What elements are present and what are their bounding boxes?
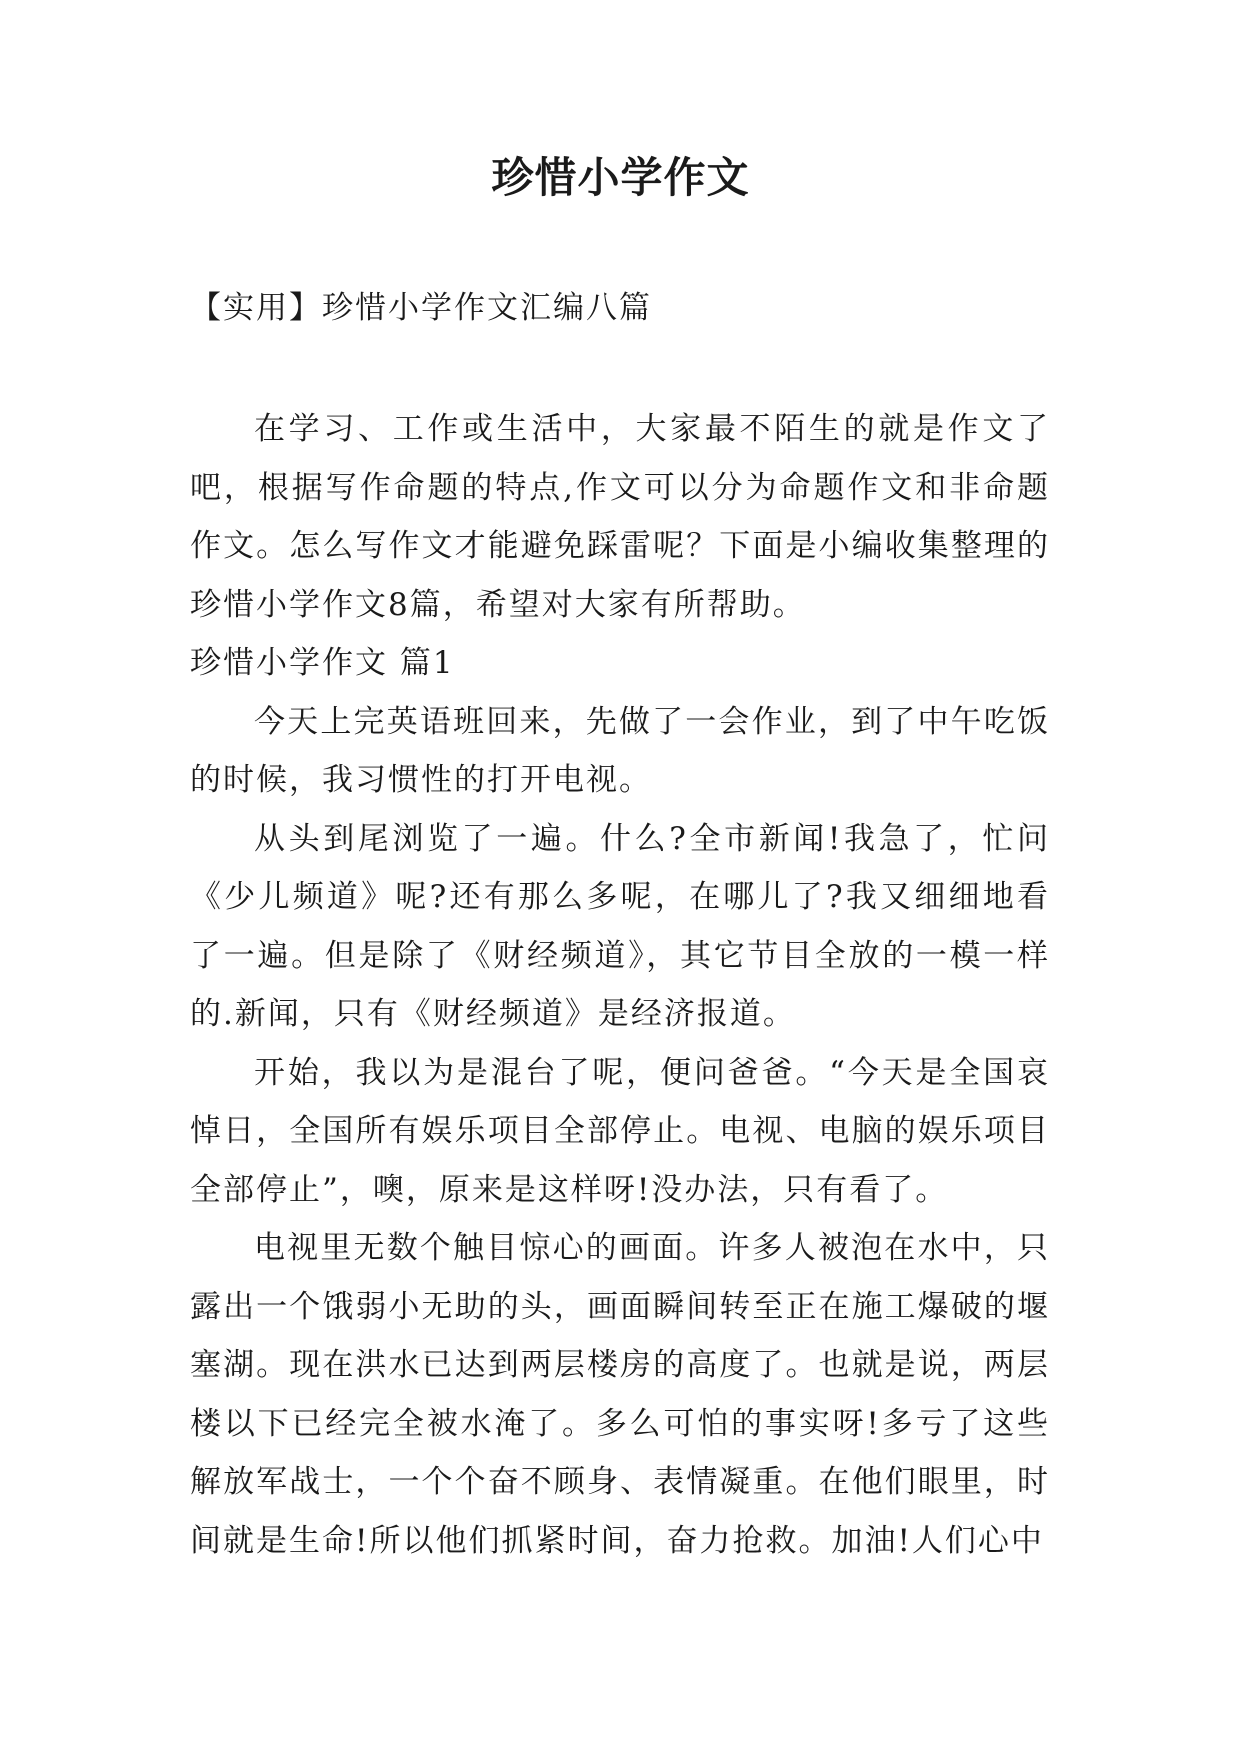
section-heading: 珍惜小学作文 篇1 xyxy=(190,645,455,681)
intro-paragraph: 在学习、工作或生活中，大家最不陌生的就是作文了吧，根据写作命题的特点,作文可以分为命题作文和非命题作文。怎么写作文才能避免踩雷呢？下面是小编收集整理的珍惜小学作文8篇，希望对大家有所帮助。 xyxy=(190,411,1050,623)
body-paragraph-2: 从头到尾浏览了一遍。什么?全市新闻!我急了，忙问《少儿频道》呢?还有那么多呢，在哪儿了?我又细细地看了一遍。但是除了《财经频道》，其它节目全放的一模一样的.新闻，只有《财经频道》是经济报道。 xyxy=(190,820,1050,1032)
body-paragraph-4: 电视里无数个触目惊心的画面。许多人被泡在水中，只露出一个饿弱小无助的头，画面瞬间转至正在施工爆破的堰塞湖。现在洪水已达到两层楼房的高度了。也就是说，两层楼以下已经完全被水淹了。多么可怕的事实呀!多亏了这些解放军战士，一个个奋不顾身、表情凝重。在他们眼里，时间就是生命!所以他们抓紧时间，奋力抢救。加油!人们心中 xyxy=(190,1230,1050,1559)
document-subtitle: 【实用】珍惜小学作文汇编八篇 xyxy=(190,290,652,326)
document-body xyxy=(190,400,1050,1570)
body-paragraph-3: 开始，我以为是混台了呢，便问爸爸。“今天是全国哀悼日，全国所有娱乐项目全部停止。电视、电脑的娱乐项目全部停止”，噢，原来是这样呀!没办法，只有看了。 xyxy=(190,1054,1050,1208)
document-title: 珍惜小学作文 xyxy=(491,153,750,202)
body-paragraph-1: 今天上完英语班回来，先做了一会作业，到了中午吃饭的时候，我习惯性的打开电视。 xyxy=(190,703,1050,798)
